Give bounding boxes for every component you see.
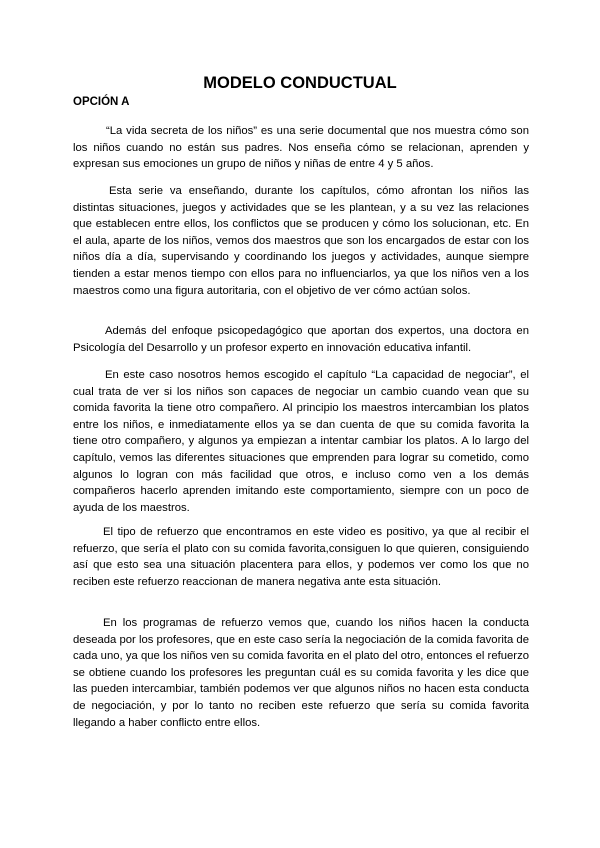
section-heading: OPCIÓN A <box>73 96 130 108</box>
paragraph-experts: Además del enfoque psicopedagógico que aportan dos expertos, una doctora en Psicología del Desarrollo y un profesor experto en innovación educativa infantil. <box>73 325 529 354</box>
paragraph-reinforcement-programs: En los programas de refuerzo vemos que, cuando los niños hacen la conducta deseada por los profesores, que en este caso sería la negociación de la comida favorita de cada uno, ya que los niños ven su comida favorita en el plato del otro, entonces el refuerzo se obtiene cuando los profesores les preguntan cuál es su comida favorita y les dice que las pueden intercambiar, también podemos ver que algunos niños no hacen esta conducta de negociación, y por lo tanto no reciben este refuerzo que sería su comida favorita llegando a haber conflicto entre ellos. <box>73 617 529 729</box>
paragraph-chapter: En este caso nosotros hemos escogido el capítulo “La capacidad de negociar”, el cual trata de ver si los niños son capaces de negociar un cambio cuando vean que su comida favorita la tiene otro compañero. Al principio los maestros intercambian los platos entre los niños, e inmediatamente ellos ya se dan cuenta de que su comida favorita la tiene otro compañero, y algunos ya empiezan a intentar cambiar los platos. A lo largo del capítulo, vemos las diferentes situaciones que emprenden para lograr su cometido, como algunos lo logran con más facilidad que otros, e incluso como ven a los demás compañeros hacerlo aprenden imitando este comportamiento, siempre con un poco de ayuda de los maestros. <box>73 369 529 514</box>
paragraph-series-description: Esta serie va enseñando, durante los capítulos, cómo afrontan los niños las distintas situaciones, juegos y actividades que se les plantean, y a su vez las relaciones que establecen entre ellos, los conflictos que se producen y cómo los solucionan, etc. En el aula, aparte de los niños, vemos dos maestros que son los encargados de estar con los niños día a día, supervisando y coordinando los juegos y actividades, aunque siempre tienden a estar menos tiempo con ellos para no influenciarlos, ya que los niños ven a los maestros como una figura autoritaria, con el objetivo de ver cómo actúan solos. <box>73 185 529 297</box>
paragraph-reinforcement-type: El tipo de refuerzo que encontramos en este video es positivo, ya que al recibir el refuerzo, que sería el plato con su comida favorita,consiguen lo que quieren, consiguiendo así que esto sea una situación placentera para ellos, y podemos ver como los que no reciben este refuerzo reaccionan de manera negativa ante esta situación. <box>73 526 529 588</box>
paragraph-intro: “La vida secreta de los niños” es una serie documental que nos muestra cómo son los niños cuando no están sus padres. Nos enseña cómo se relacionan, aprenden y expresan sus emociones un grupo de niños y niñas de entre 4 y 5 años. <box>73 125 529 171</box>
document-title: MODELO CONDUCTUAL <box>203 74 397 92</box>
